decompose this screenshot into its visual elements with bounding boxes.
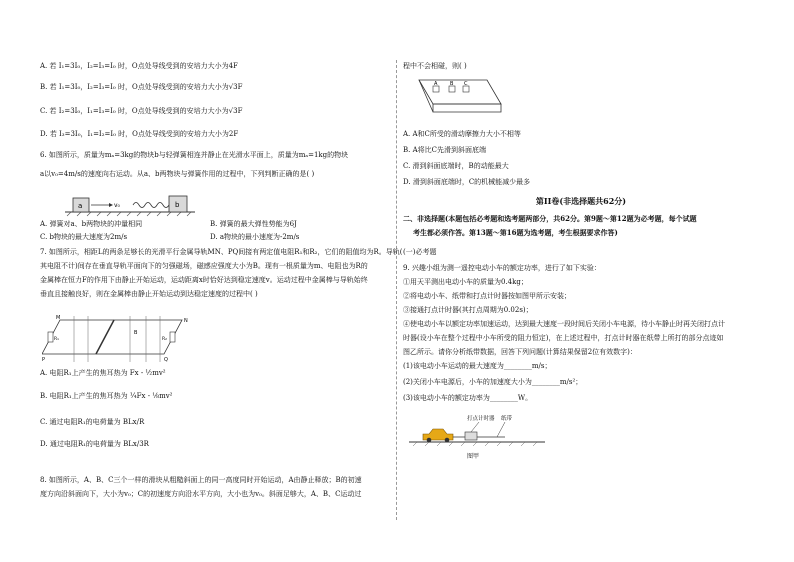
q6-option-a: A. 弹簧对a、b两物块的冲量相同 (40, 220, 143, 228)
q9-step1: ①用天平测出电动小车的质量为0.4kg； (403, 278, 528, 286)
rod (96, 320, 114, 354)
figure-caption: 图甲 (467, 453, 480, 460)
q9-stem: 9. 兴趣小组为测一遥控电动小车的额定功率，进行了如下实验： (403, 264, 601, 272)
part2-desc-line1: 二、非选择题(本题包括必考题和选考题两部分，共62分。第9题～第12题为必考题，每个试题 (403, 214, 697, 223)
car-wheel-rear (427, 438, 432, 443)
car-wheel-front (445, 438, 450, 443)
q6-figure (65, 184, 215, 218)
q7-option-c: C. 通过电阻R₁的电荷量为 BLx/R (40, 418, 145, 426)
q8-option-b: B. A将比C先滑到斜面底端 (403, 146, 487, 154)
resistor-r1 (48, 332, 53, 342)
q6-stem-line2: a以v₀=4m/s的速度向右运动。从a、b两物块与弹簧作用的过程中，下列判断正确的是( ) (40, 170, 315, 178)
q7-option-d: D. 通过电阻R₁的电荷量为 BLx/3R (40, 440, 149, 448)
timer-label: 打点计时器 (467, 416, 495, 422)
label-p: P (42, 357, 46, 363)
q6-option-b: B. 弹簧的最大弹性势能为6J (210, 220, 297, 228)
q5-option-d: D. 若 I₃=3I₀，I₁=I₂=I₀ 时，O点处导线受到的安培力大小为2F (40, 130, 239, 138)
q9-step4-line2: 时器(设小车在整个过程中小车所受的阻力恒定)，在上述过程中，打点计时器在纸带上所打的部分点迹如 (403, 334, 724, 342)
part2-desc-line2: 考生都必须作答。第13题～第16题为选考题，考生根据要求作答) (413, 228, 618, 237)
label-A: A (434, 81, 438, 87)
block-a-label: a (78, 202, 83, 210)
label-r1: R₁ (54, 337, 59, 342)
tape-label: 纸带 (501, 416, 513, 422)
label-b-field: B (134, 330, 138, 336)
required-label: (一)必考题 (403, 248, 437, 256)
q7-option-b: B. 电阻R₁上产生的焦耳热为 ¼Fx - ⅛mv² (40, 392, 173, 400)
q9-step3: ③接通打点计时器(其打点周期为0.02s)； (403, 306, 533, 314)
q9-step2: ②将电动小车、纸带和打点计时器按如图甲所示安装； (403, 292, 571, 300)
q5-option-a: A. 若 I₁=3I₀，I₂=I₃=I₀ 时，O点处导线受到的安培力大小为4F (40, 62, 238, 70)
label-m: M (56, 315, 61, 321)
q8-option-c: C. 滑到斜面底端时，B的动能最大 (403, 162, 509, 170)
q7-option-a: A. 电阻R₁上产生的焦耳热为 Fx - ½mv² (40, 369, 166, 377)
q9-sub3: (3)该电动小车的额定功率为________W。 (403, 394, 533, 402)
v0-label: v₀ (114, 202, 120, 209)
resistor-r2 (170, 332, 175, 342)
v0-arrowhead (109, 203, 113, 207)
part2-title: 第II卷(非选择题共62分) (535, 196, 627, 206)
q7-stem-line1: 7. 如图所示，相距L的两条足够长的光滑平行金属导轨MN、PQ间接有两定值电阻R₁和R₂，它们的阻值均为R。导轨( (40, 248, 403, 256)
q8-figure (407, 76, 503, 120)
q8-stem-line1: 8. 如图所示，A、B、C三个一样的滑块从粗糙斜面上的同一高度同时开始运动，A由静止释放；B的初速 (40, 476, 362, 484)
q9-step4-line1: ④使电动小车以额定功率加速运动，达到最大速度一段时间后关闭小车电源，待小车静止时再关闭打点计 (403, 320, 725, 328)
q9-sub1: (1)该电动小车运动的最大速度为________m/s； (403, 362, 552, 370)
q6-stem-line1: 6. 如图所示，质量为mₐ=3kg的物块b与轻弹簧相连并静止在光滑水平面上，质量为mₐ=1kg的物块 (40, 151, 349, 159)
q8-stem-line2: 度方向沿斜面向下，大小为v₀；C的初速度方向沿水平方向，大小也为v₀。斜面足够大，A、B、C运动过 (40, 490, 362, 498)
q6-option-d: D. a物块的最小速度为-2m/s (210, 233, 300, 241)
incline-top (419, 80, 501, 104)
field-lines (74, 316, 160, 362)
q6-hatch (67, 212, 191, 216)
q7-stem-line2: 其电阻不计)间存在垂直导轨平面向下的匀强磁场，磁感应强度大小为B。现有一根质量为m、电阻也为R的 (40, 262, 368, 270)
q7-figure (42, 314, 192, 366)
q9-step4-line3: 图乙所示。请你分析纸带数据，回答下列问题(计算结果保留2位有效数字)： (403, 348, 637, 356)
label-B: B (450, 81, 454, 87)
label-C: C (464, 81, 468, 87)
q9-figure-jia (409, 410, 549, 462)
block-b-label: b (175, 201, 180, 209)
q5-option-b: B. 若 I₁=3I₀，I₂=I₃=I₀ 时，O点处导线受到的安培力大小为√3F (40, 83, 243, 91)
label-r2: R₂ (162, 337, 167, 342)
q5-option-c: C. 若 I₂=3I₀，I₁=I₃=I₀ 时，O点处导线受到的安培力大小为√3F (40, 107, 243, 115)
q8-option-a: A. A和C所受的滑动摩擦力大小不相等 (403, 130, 521, 138)
timer-device (465, 432, 477, 440)
label-q: Q (164, 357, 168, 363)
incline-side (433, 104, 501, 112)
q6-option-c: C. b物块的最大速度为2m/s (40, 233, 128, 241)
column-divider (396, 60, 397, 520)
q7-stem-line3: 金属棒在恒力F的作用下由静止开始运动，运动距离x时恰好达到稳定速度v。运动过程中金属棒与导轨始终 (40, 276, 368, 284)
q9-sub2: (2)关闭小车电源后，小车的加速度大小为________m/s²； (403, 378, 583, 386)
label-n: N (184, 318, 188, 324)
q8-stem-line3: 程中不会相碰，则( ) (403, 62, 467, 70)
track-hatch (413, 442, 537, 446)
spring (133, 203, 169, 208)
q7-stem-line4: 垂直且接触良好，则在金属棒由静止开始运动到达稳定速度的过程中( ) (40, 290, 258, 298)
q8-option-d: D. 滑到斜面底端时，C的机械能减少最多 (403, 178, 531, 186)
